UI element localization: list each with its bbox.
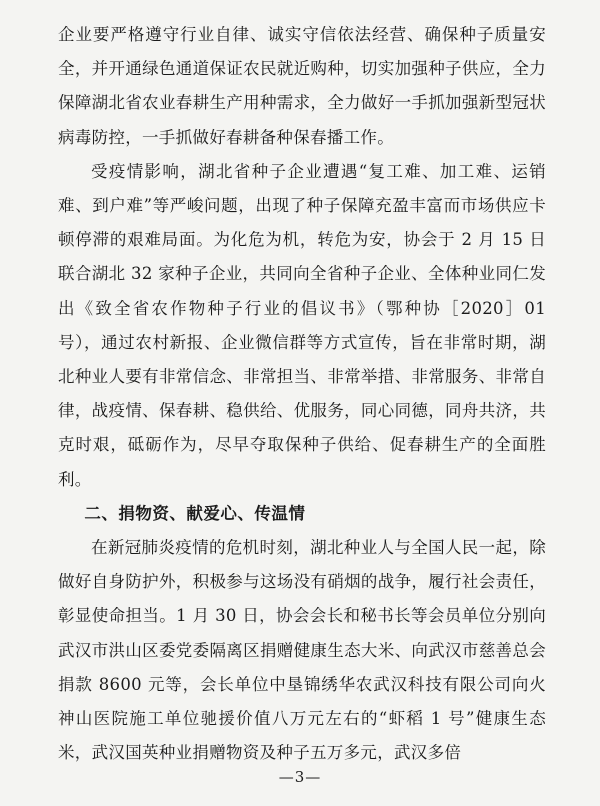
paragraph-donations: 在新冠肺炎疫情的危机时刻，湖北种业人与全国人民一起，除做好自身防护外，积极参与这场没有硝烟的战争，履行社会责任，彰显使命担当。1 月 30 日，协会会长和秘书长等会员单位分别向武汉市洪山区委党委隔离区捐赠健康生态大米、向武汉市慈善总会捐款 8600 元等，会长单位中垦锦绣华农武汉科技有限公司向火神山医院施工单位驰援价值八万元左右的“虾稻 1 号”健康生态米，武汉国英种业捐赠物资及种子五万多元，武汉多倍 bbox=[58, 538, 546, 763]
page-number: —3— bbox=[278, 768, 322, 786]
paragraph-continuation: 企业要严格遵守行业自律、诚实守信依法经营、确保种子质量安全，并开通绿色通道保证农民就近购种，切实加强种子供应，全力保障湖北省农业春耕生产用种需求，全力做好一手抓加强新型冠状病毒防控，一手抓做好春耕备种保春播工作。 bbox=[58, 25, 546, 147]
paragraph-epidemic-impact: 受疫情影响，湖北省种子企业遭遇“复工难、加工难、运销难、到户难”等严峻问题，出现了种子保障充盈丰富而市场供应卡顿停滞的艰难局面。为化危为机，转危为安，协会于 2 月 15 日联合湖北 32 家种子企业，共同向全省种子企业、全体种业同仁发出《致全省农作物种子行业的倡议书》（鄂种协［2020］01 号），通过农村新报、企业微信群等方式宣传，旨在非常时期，湖北种业人要有非常信念、非常担当、非常举措、非常服务、非常自律，战疫情、保春耕、稳供给、优服务，同心同德，同舟共济，共克时艰，砥砺作为，尽早夺取保种子供给、促春耕生产的全面胜利。 bbox=[58, 161, 546, 489]
section-heading: 二、捐物资、献爱心、传温情 bbox=[84, 503, 306, 523]
